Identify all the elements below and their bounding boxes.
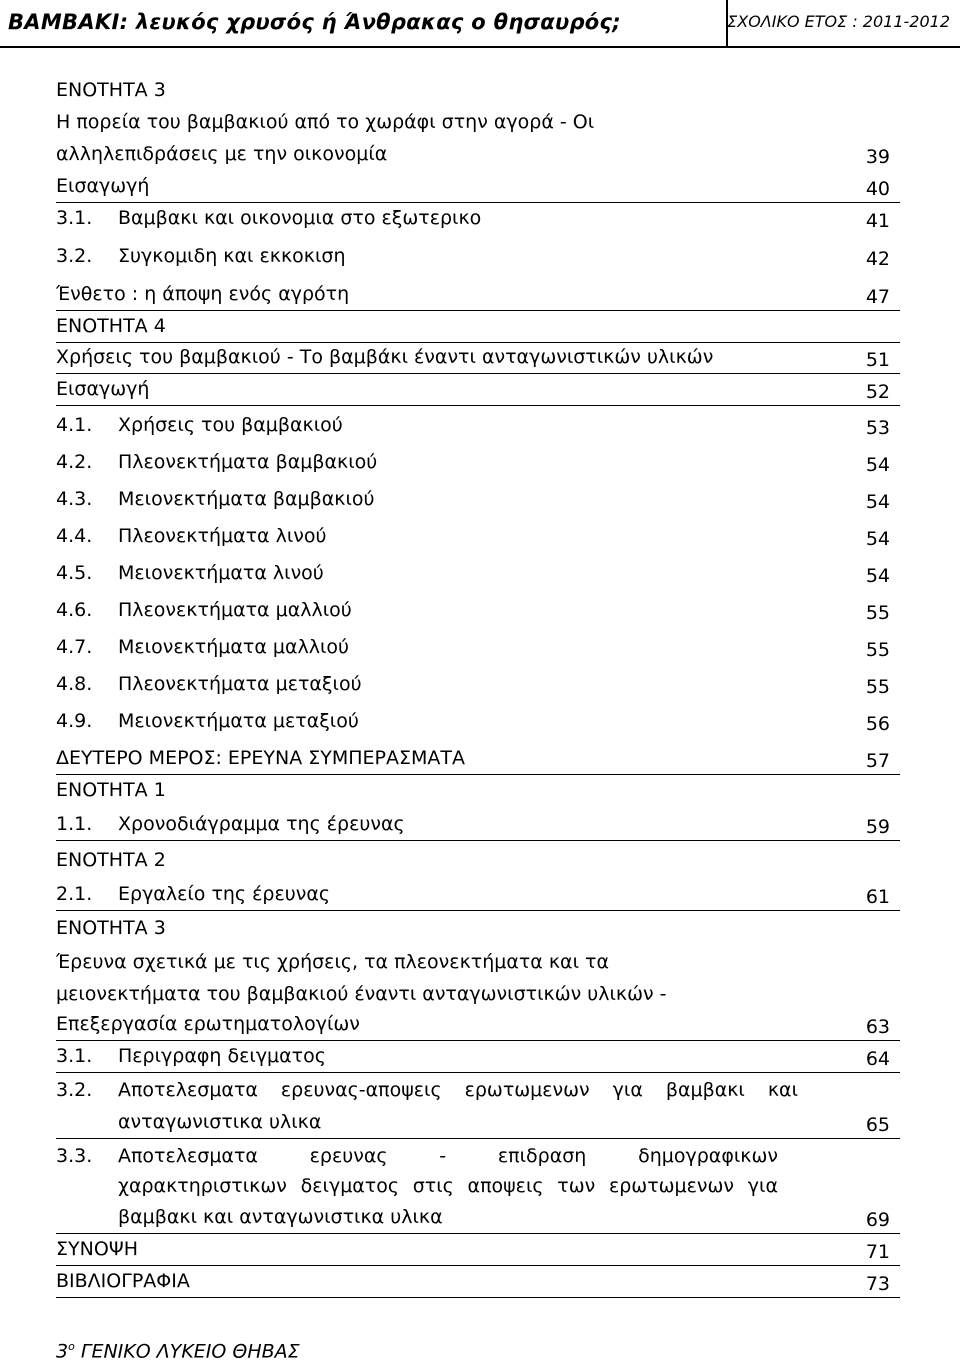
toc-entry bbox=[56, 950, 900, 978]
toc-entry-title: ΣΥΝΟΨΗ bbox=[56, 1238, 139, 1260]
toc-entry-number: 3.1. bbox=[56, 207, 93, 229]
toc-entry-page: 69 bbox=[865, 1209, 890, 1231]
toc-entry-title: ΒΙΒΛΙΟΓΡΑΦΙΑ bbox=[56, 1270, 190, 1292]
toc-entry-title: Πλεονεκτήματα μαλλιού bbox=[118, 599, 352, 621]
toc-entry-title: Βαμβακι και οικονομια στο εξωτερικο bbox=[118, 207, 482, 229]
toc-entry bbox=[56, 1237, 900, 1266]
toc-entry-page: 64 bbox=[865, 1048, 890, 1070]
toc-entry-title: Χρήσεις του βαμβακιού - Το βαμβάκι έναντι ανταγωνιστικών υλικών bbox=[56, 346, 714, 368]
toc-entry-number: 4.1. bbox=[56, 414, 93, 436]
toc-entry-page: 40 bbox=[865, 178, 890, 200]
toc-entry-title: χαρακτηριστικων δειγματος στις αποψεις των ερωτωμενων για bbox=[118, 1175, 778, 1197]
toc-entry bbox=[56, 812, 900, 841]
document-title: ΒΑΜΒΑΚΙ: λευκός χρυσός ή Άνθρακας ο θησαυρός; bbox=[8, 10, 621, 34]
toc-entry-number: 2.1. bbox=[56, 883, 93, 905]
toc-entry-title: Εισαγωγή bbox=[56, 175, 150, 197]
toc-entry-title: Μειονεκτήματα μαλλιού bbox=[118, 636, 350, 658]
toc-entry-number: 3.2. bbox=[56, 1079, 93, 1101]
toc-entry bbox=[56, 778, 900, 806]
toc-entry-title: Αποτελεσματα ερευνας - επιδραση δημογραφικων bbox=[118, 1145, 778, 1167]
toc-entry-number: 3.1. bbox=[56, 1045, 93, 1067]
toc-entry bbox=[56, 1269, 900, 1298]
toc-entry bbox=[56, 1110, 900, 1139]
toc-entry-title: Ένθετο : η άποψη ενός αγρότη bbox=[56, 283, 350, 305]
toc-entry-title: ΕΝΟΤΗΤΑ 1 bbox=[56, 779, 166, 801]
toc-entry-page: 61 bbox=[865, 886, 890, 908]
toc-entry-number: 1.1. bbox=[56, 813, 93, 835]
toc-entry bbox=[56, 413, 900, 441]
toc-entry-number: 4.5. bbox=[56, 562, 93, 584]
toc-entry-page: 54 bbox=[865, 491, 890, 513]
toc-entry-page: 53 bbox=[865, 417, 890, 439]
toc-entry-page: 59 bbox=[865, 816, 890, 838]
toc-entry-title: Χρονοδιάγραμμα της έρευνας bbox=[118, 813, 405, 835]
toc-entry-page: 51 bbox=[865, 349, 890, 371]
toc-entry-title: Συγκομιδη και εκκοκιση bbox=[118, 245, 346, 267]
toc-entry bbox=[56, 282, 900, 311]
toc-entry bbox=[56, 487, 900, 515]
toc-entry bbox=[56, 142, 900, 170]
toc-entry bbox=[56, 78, 900, 106]
toc-entry-title: Έρευνα σχετικά με τις χρήσεις, τα πλεονεκτήματα και τα bbox=[56, 951, 610, 973]
toc-entry bbox=[56, 244, 900, 272]
toc-entry bbox=[56, 746, 900, 775]
toc-entry-page: 54 bbox=[865, 565, 890, 587]
toc-entry bbox=[56, 314, 900, 343]
header-rule bbox=[0, 46, 960, 48]
toc-entry-title: Μειονεκτήματα βαμβακιού bbox=[118, 488, 375, 510]
toc-entry-number: 4.3. bbox=[56, 488, 93, 510]
toc-entry-title: ΕΝΟΤΗΤΑ 2 bbox=[56, 849, 166, 871]
toc-entry-page: 52 bbox=[865, 381, 890, 403]
page-header bbox=[0, 0, 960, 48]
toc-entry bbox=[56, 1205, 900, 1234]
toc-entry-title: Επεξεργασία ερωτηματολογίων bbox=[56, 1013, 360, 1035]
toc-entry-number: 4.8. bbox=[56, 673, 93, 695]
toc-entry bbox=[56, 882, 900, 911]
toc-entry bbox=[56, 848, 900, 876]
toc-entry-title: μειονεκτήματα του βαμβακιού έναντι ανταγωνιστικών υλικών - bbox=[56, 983, 667, 1005]
toc-entry-title: Πλεονεκτήματα μεταξιού bbox=[118, 673, 362, 695]
toc-entry-page: 65 bbox=[865, 1114, 890, 1136]
toc-entry-title: ΕΝΟΤΗΤΑ 4 bbox=[56, 315, 166, 337]
toc-entry-title: βαμβακι και ανταγωνιστικα υλικα bbox=[118, 1206, 443, 1228]
toc-entry-page: 55 bbox=[865, 639, 890, 661]
toc-entry bbox=[56, 110, 900, 138]
toc-entry-title: Περιγραφη δειγματος bbox=[118, 1045, 326, 1067]
toc-entry bbox=[56, 345, 900, 374]
toc-entry-page: 54 bbox=[865, 528, 890, 550]
toc-entry-title: Πλεονεκτήματα λινού bbox=[118, 525, 327, 547]
toc-entry-page: 39 bbox=[865, 146, 890, 168]
toc-entry bbox=[56, 1144, 900, 1172]
school-year: ΣΧΟΛΙΚΟ ΕΤΟΣ : 2011-2012 bbox=[727, 12, 950, 31]
toc-entry bbox=[56, 206, 900, 234]
toc-entry bbox=[56, 1044, 900, 1073]
toc-entry bbox=[56, 561, 900, 589]
toc-entry bbox=[56, 635, 900, 663]
toc-entry-title: Εισαγωγή bbox=[56, 378, 150, 400]
toc-entry bbox=[56, 598, 900, 626]
toc-entry-page: 41 bbox=[865, 210, 890, 232]
toc-entry-title: Αποτελεσματα ερευνας-αποψεις ερωτωμενων για βαμβακι και bbox=[118, 1079, 798, 1101]
toc-entry-title: Εργαλείο της έρευνας bbox=[118, 883, 330, 905]
toc-entry bbox=[56, 672, 900, 700]
toc-entry bbox=[56, 1078, 900, 1106]
toc-entry-page: 55 bbox=[865, 602, 890, 624]
toc-entry-title: Πλεονεκτήματα βαμβακιού bbox=[118, 451, 378, 473]
toc-entry-page: 54 bbox=[865, 454, 890, 476]
page-footer bbox=[56, 1340, 300, 1362]
toc-entry-number: 3.2. bbox=[56, 245, 93, 267]
toc-entry-title: Η πορεία του βαμβακιού από το χωράφι στην αγορά - Οι bbox=[56, 111, 595, 133]
toc-entry bbox=[56, 450, 900, 478]
toc-entry-title: αλληλεπιδράσεις με την οικονομία bbox=[56, 143, 388, 165]
footer-superscript: ο bbox=[68, 1340, 75, 1353]
toc-entry bbox=[56, 1012, 900, 1041]
toc-entry bbox=[56, 1174, 900, 1202]
toc-entry-page: 73 bbox=[865, 1273, 890, 1295]
toc-entry bbox=[56, 916, 900, 944]
toc-entry bbox=[56, 709, 900, 737]
toc-entry-page: 56 bbox=[865, 713, 890, 735]
footer-school: ΓΕΝΙΚΟ ΛΥΚΕΙΟ ΘΗΒΑΣ bbox=[74, 1340, 300, 1363]
toc-entry-title: Χρήσεις του βαμβακιού bbox=[118, 414, 343, 436]
toc-entry-title: ΔΕΥΤΕΡΟ ΜΕΡΟΣ: ΕΡΕΥΝΑ ΣΥΜΠΕΡΑΣΜΑΤΑ bbox=[56, 747, 466, 769]
toc-entry-page: 42 bbox=[865, 248, 890, 270]
toc-entry-number: 3.3. bbox=[56, 1145, 93, 1167]
toc-entry-title: ΕΝΟΤΗΤΑ 3 bbox=[56, 917, 166, 939]
toc-entry-page: 63 bbox=[865, 1016, 890, 1038]
toc-entry bbox=[56, 377, 900, 406]
toc-entry-page: 71 bbox=[865, 1241, 890, 1263]
toc-entry-number: 4.4. bbox=[56, 525, 93, 547]
toc-entry-title: Μειονεκτήματα μεταξιού bbox=[118, 710, 359, 732]
toc-entry-title: ανταγωνιστικα υλικα bbox=[118, 1111, 322, 1133]
toc-entry bbox=[56, 982, 900, 1010]
toc-entry-number: 4.9. bbox=[56, 710, 93, 732]
toc-entry bbox=[56, 174, 900, 203]
footer-number: 3 bbox=[56, 1340, 69, 1363]
toc-entry-title: ΕΝΟΤΗΤΑ 3 bbox=[56, 79, 166, 101]
toc-entry-number: 4.6. bbox=[56, 599, 93, 621]
toc-entry-page: 47 bbox=[865, 286, 890, 308]
toc-entry-title: Μειονεκτήματα λινού bbox=[118, 562, 324, 584]
toc-entry-page: 55 bbox=[865, 676, 890, 698]
toc-entry-number: 4.7. bbox=[56, 636, 93, 658]
toc-entry-page: 57 bbox=[865, 750, 890, 772]
toc-entry bbox=[56, 524, 900, 552]
toc-entry-number: 4.2. bbox=[56, 451, 93, 473]
